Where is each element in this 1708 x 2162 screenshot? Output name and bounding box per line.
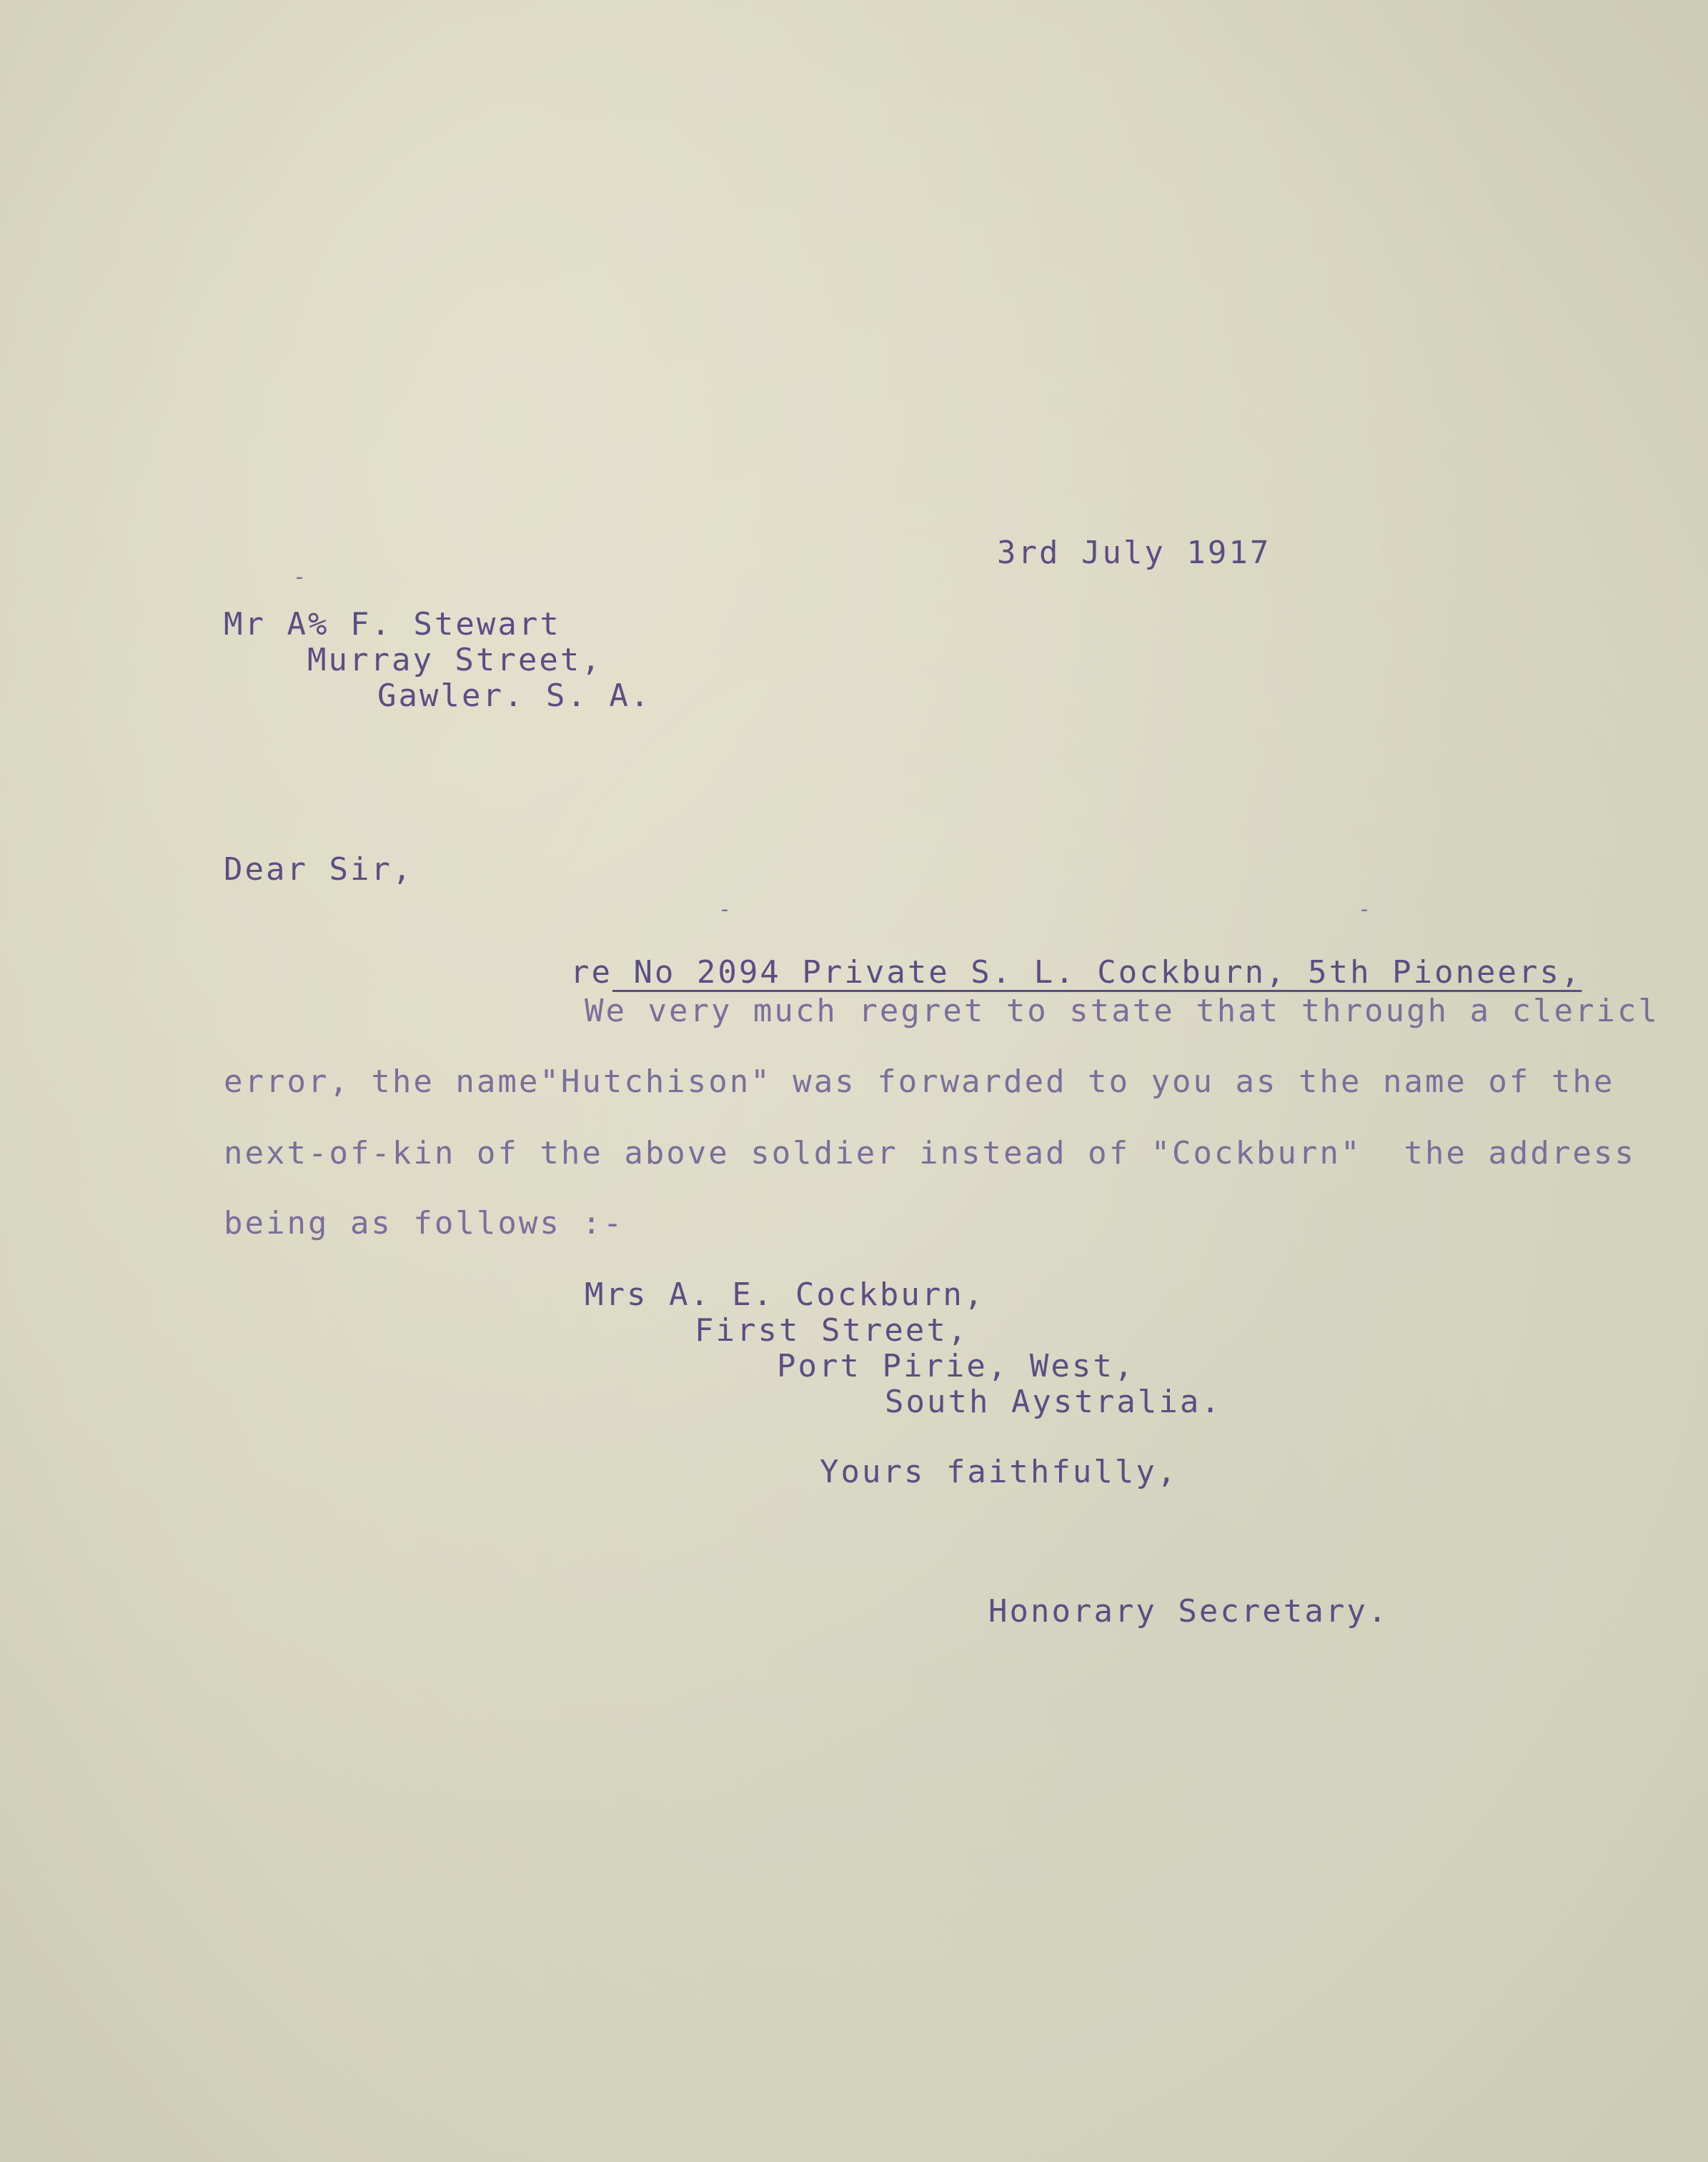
- letter-date: 3rd July 1917: [997, 535, 1271, 571]
- address-state: South Aystralia.: [885, 1384, 1222, 1420]
- body-line-4: being as follows :-: [224, 1205, 625, 1241]
- closing: Yours faithfully,: [820, 1454, 1178, 1490]
- body-line-1: We very much regret to state that through a clericl: [585, 993, 1660, 1029]
- address-street: First Street,: [695, 1312, 969, 1349]
- recipient-name: Mr A% F. Stewart: [224, 606, 561, 643]
- subject-prefix: re: [570, 954, 612, 991]
- signature-title: Honorary Secretary.: [988, 1593, 1389, 1630]
- stray-mark: -: [718, 897, 732, 922]
- salutation: Dear Sir,: [224, 851, 414, 888]
- stray-mark: -: [1358, 897, 1371, 922]
- stray-mark: -: [293, 565, 307, 590]
- recipient-street: Murray Street,: [307, 642, 602, 678]
- body-line-2: error, the name"Hutchison" was forwarded to you as the name of the: [224, 1063, 1615, 1100]
- address-town: Port Pirie, West,: [777, 1348, 1136, 1384]
- body-line-3: next-of-kin of the above soldier instead of "Cockburn" the address: [224, 1135, 1636, 1171]
- recipient-town: Gawler. S. A.: [377, 678, 652, 714]
- address-name: Mrs A. E. Cockburn,: [585, 1276, 985, 1313]
- subject-text: No 2094 Private S. L. Cockburn, 5th Pioneers,: [612, 954, 1582, 991]
